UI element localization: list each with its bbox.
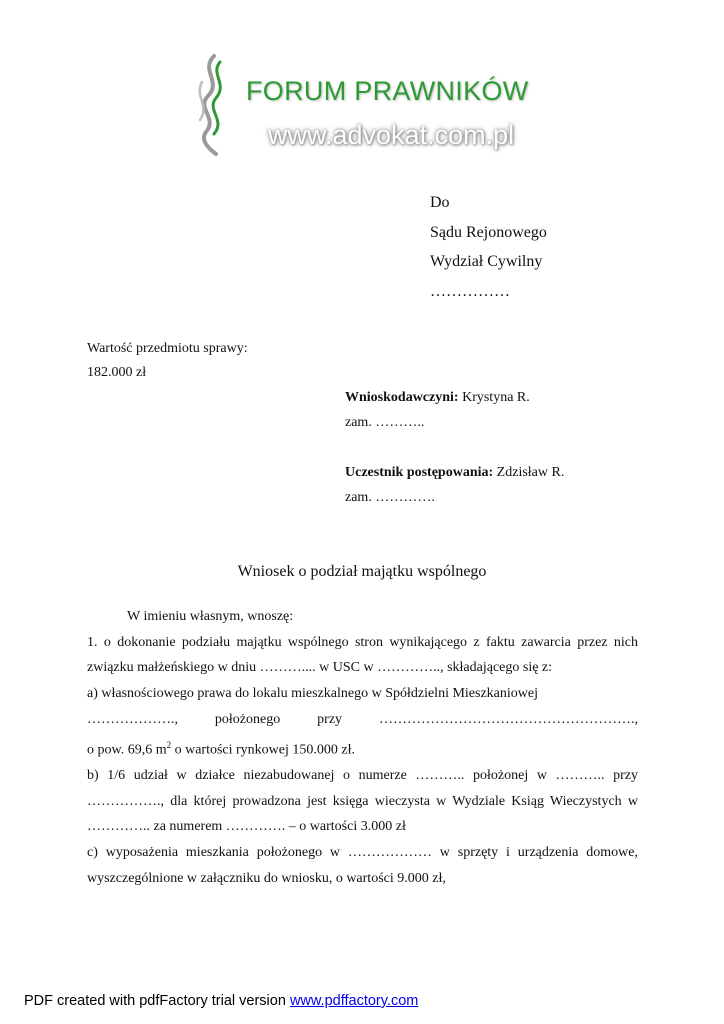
- spacer: [345, 435, 564, 460]
- addressee-line: Do: [430, 194, 450, 211]
- paragraph-a-line1: a) własnościowego prawa do lokalu mieszkalnego w Spółdzielni Mieszkaniowej: [87, 686, 538, 702]
- footer-text: PDF created with pdfFactory trial version: [24, 993, 290, 1009]
- participant-label: Uczestnik postępowania:: [345, 465, 494, 480]
- area-text: o pow. 69,6 m: [87, 742, 167, 758]
- case-value-amount: 182.000 zł: [87, 365, 147, 380]
- parties-block: [345, 385, 564, 510]
- participant-address: zam. ………….: [345, 490, 435, 505]
- addressee-line: Wydział Cywilny: [430, 253, 543, 270]
- area-superscript: 2: [166, 739, 172, 750]
- addressee-line: Sądu Rejonowego: [430, 223, 547, 241]
- applicant-line: [345, 385, 564, 410]
- paragraph-a-line3: [87, 733, 638, 763]
- participant-name: Zdzisław R.: [493, 465, 565, 480]
- logo-swirl-icon: [190, 52, 240, 157]
- applicant-label: Wnioskodawczyni:: [345, 390, 459, 405]
- addressee-block: [430, 188, 547, 306]
- addressee-line: ……………: [430, 282, 510, 300]
- located-word: położonego: [214, 711, 281, 727]
- paragraph-c: c) wyposażenia mieszkania położonego w ……………… w sprzęty i urządzenia domowe, wyszczególnione w załączniku do wniosku, o wartości 9.000 zł,: [87, 844, 638, 886]
- paragraph-a-line2: [87, 707, 638, 733]
- document-body: [87, 604, 638, 891]
- logo-url: www.advokat.com.pl: [268, 120, 515, 150]
- paragraph-1: 1. o dokonanie podziału majątku wspólnego stron wynikającego z faktu zawarcia przez nich związku małżeńskiego w dniu ……….... w USC w ………….., składającego się z:: [87, 634, 638, 676]
- footer-link[interactable]: www.pdffactory.com: [289, 993, 419, 1009]
- document-title: Wniosek o podział majątku wspólnego: [237, 563, 487, 580]
- participant-line: [345, 460, 564, 485]
- at-word: przy: [317, 711, 343, 727]
- cooperative-placeholder: ……………….,: [87, 711, 178, 727]
- paragraph-b: b) 1/6 udział w działce niezabudowanej o numerze ……….. położonej w ……….. przy ……………., dla której prowadzona jest księga wieczysta w Wydziale Ksiąg Wieczystych w ………….. za numerem …………. – o wartości 3.000 zł: [87, 767, 638, 835]
- pdf-footer: [24, 993, 418, 1009]
- logo: [190, 52, 540, 162]
- case-value-block: [87, 337, 248, 385]
- applicant-address: zam. ………..: [345, 415, 425, 430]
- street-placeholder: ……………………………………………….,: [378, 711, 638, 727]
- logo-title: FORUM PRAWNIKÓW: [246, 76, 529, 106]
- applicant-name: Krystyna R.: [458, 390, 530, 405]
- intro-paragraph: W imieniu własnym, wnoszę:: [127, 609, 294, 624]
- market-value-text: o wartości rynkowej 150.000 zł.: [171, 742, 356, 758]
- case-value-label: Wartość przedmiotu sprawy:: [87, 341, 248, 356]
